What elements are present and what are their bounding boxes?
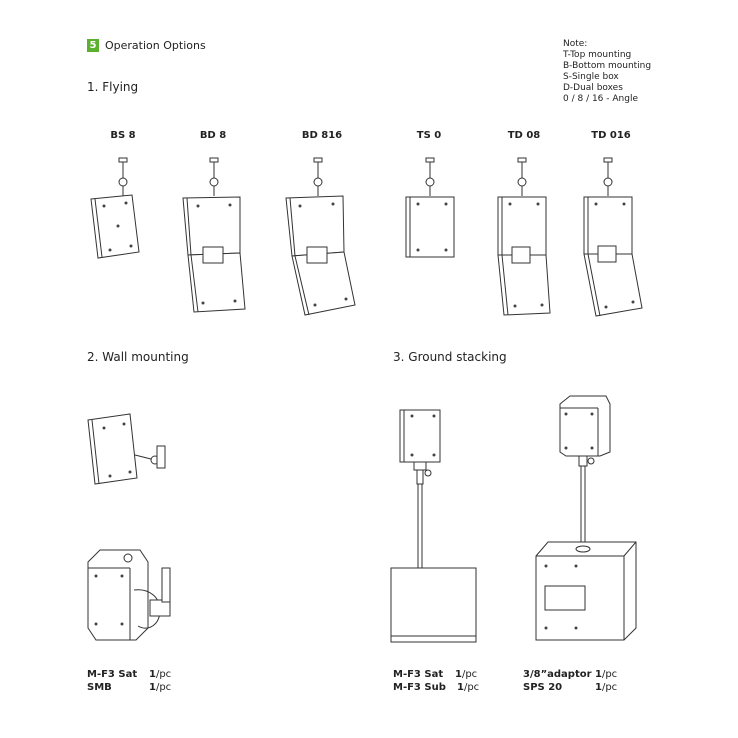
part-row — [87, 668, 171, 681]
part-unit: /pc — [601, 682, 618, 693]
part-unit: /pc — [461, 669, 478, 680]
part-row — [87, 681, 171, 694]
td08-speaker-drawing — [498, 158, 550, 315]
ts0-speaker-drawing — [406, 158, 454, 257]
note-line: D-Dual boxes — [563, 83, 623, 93]
wall-mount-bracket-drawing — [88, 550, 170, 640]
wall-mounting-heading: 2. Wall mounting — [87, 350, 189, 364]
part-name: 3/8”adaptor — [523, 669, 592, 680]
part-unit: /pc — [601, 669, 618, 680]
wall-mount-speaker-drawing — [88, 414, 165, 484]
part-qty: 1 — [455, 669, 462, 680]
model-label-td08: TD 08 — [507, 130, 541, 141]
part-row — [523, 668, 617, 681]
note-title: Note: — [563, 39, 588, 49]
model-label-bd816: BD 816 — [301, 130, 343, 141]
note-line: 0 / 8 / 16 - Angle — [563, 94, 638, 104]
ground-stack-adaptor-drawing — [536, 396, 636, 640]
bd8-speaker-drawing — [183, 158, 245, 312]
note-line: T-Top mounting — [563, 50, 632, 60]
bd816-speaker-drawing — [286, 158, 355, 315]
part-name: SMB — [87, 682, 112, 693]
part-qty: 1 — [595, 669, 602, 680]
part-row — [393, 681, 479, 694]
model-label-bd8: BD 8 — [199, 130, 227, 141]
model-label-bs8: BS 8 — [110, 130, 136, 141]
ground-stacking-heading: 3. Ground stacking — [393, 350, 507, 364]
part-row — [393, 668, 479, 681]
section-title: Operation Options — [105, 39, 206, 52]
td016-speaker-drawing — [584, 158, 642, 316]
part-row — [523, 681, 617, 694]
bs8-speaker-drawing — [91, 158, 139, 258]
flying-heading: 1. Flying — [87, 80, 139, 94]
part-name: M-F3 Sub — [393, 682, 446, 693]
part-qty: 1 — [595, 682, 602, 693]
part-qty: 1 — [457, 682, 464, 693]
part-unit: /pc — [155, 669, 172, 680]
wall-parts-list — [87, 668, 171, 694]
part-name: M-F3 Sat — [393, 669, 444, 680]
part-unit: /pc — [155, 682, 172, 693]
note-line: B-Bottom mounting — [563, 61, 652, 71]
section-number-badge: 5 — [87, 39, 99, 52]
ground-parts-list-left — [393, 668, 479, 694]
part-name: SPS 20 — [523, 682, 563, 693]
note-line: S-Single box — [563, 72, 619, 82]
model-label-ts0: TS 0 — [416, 130, 442, 141]
part-qty: 1 — [149, 682, 156, 693]
part-qty: 1 — [149, 669, 156, 680]
ground-stack-sat-sub-drawing — [391, 410, 476, 642]
part-name: M-F3 Sat — [87, 669, 138, 680]
part-unit: /pc — [463, 682, 480, 693]
ground-parts-list-right — [523, 668, 617, 694]
model-label-td016: TD 016 — [591, 130, 631, 141]
